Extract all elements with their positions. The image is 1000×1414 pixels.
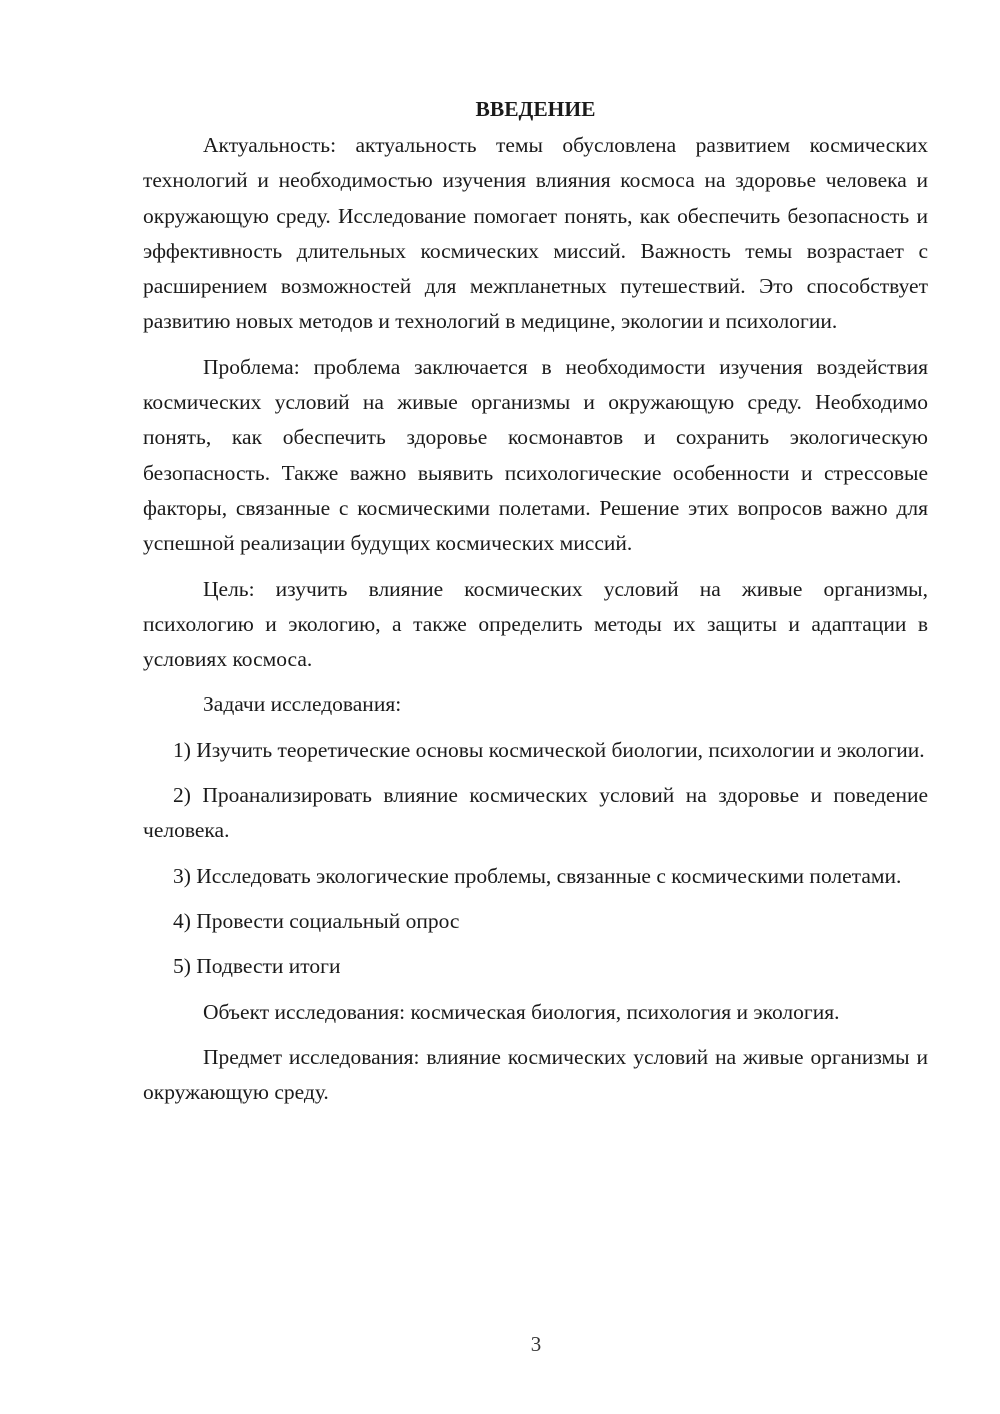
subject-paragraph: Предмет исследования: влияние космических условий на живые организмы и окружающую среду.	[143, 1044, 928, 1105]
task-item: 1) Изучить теоретические основы космической биологии, психологии и экологии.	[173, 737, 925, 762]
tasks-title: Задачи исследования:	[203, 692, 402, 717]
problem-paragraph: Проблема: проблема заключается в необходимости изучения воздействия космических условий на живые организмы и окружающую среду. Необходимо понять, как обеспечить здоровье космонавтов и сохранить экологическую безопасность. Также важно выявить психологические особенности и стрессовые факторы, связанные с космическими полетами. Решение этих вопросов важно для успешной реализации будущих космических миссий.	[143, 354, 928, 556]
goal-paragraph: Цель: изучить влияние космических условий на живые организмы, психологию и экологию, а также определить методы их защиты и адаптации в условиях космоса.	[143, 576, 928, 672]
relevance-paragraph: Актуальность: актуальность темы обусловлена развитием космических технологий и необходимостью изучения влияния космоса на здоровье человека и окружающую среду. Исследование помогает понять, как обеспечить безопасность и эффективность длительных космических миссий. Важность темы возрастает с расширением возможностей для межпланетных путешествий. Это способствует развитию новых методов и технологий в медицине, экологии и психологии.	[143, 133, 928, 334]
page-number: 3	[530, 1332, 542, 1356]
section-heading: ВВЕДЕНИЕ	[475, 97, 596, 121]
object-paragraph: Объект исследования: космическая биология, психология и экология.	[203, 999, 840, 1024]
task-item: 5) Подвести итоги	[173, 954, 341, 979]
task-item: 3) Исследовать экологические проблемы, связанные с космическими полетами.	[173, 863, 902, 888]
task-item: 4) Провести социальный опрос	[173, 908, 460, 933]
document-page	[143, 92, 928, 1120]
task-item: 2) Проанализировать влияние космических условий на здоровье и поведение человека.	[143, 783, 928, 843]
